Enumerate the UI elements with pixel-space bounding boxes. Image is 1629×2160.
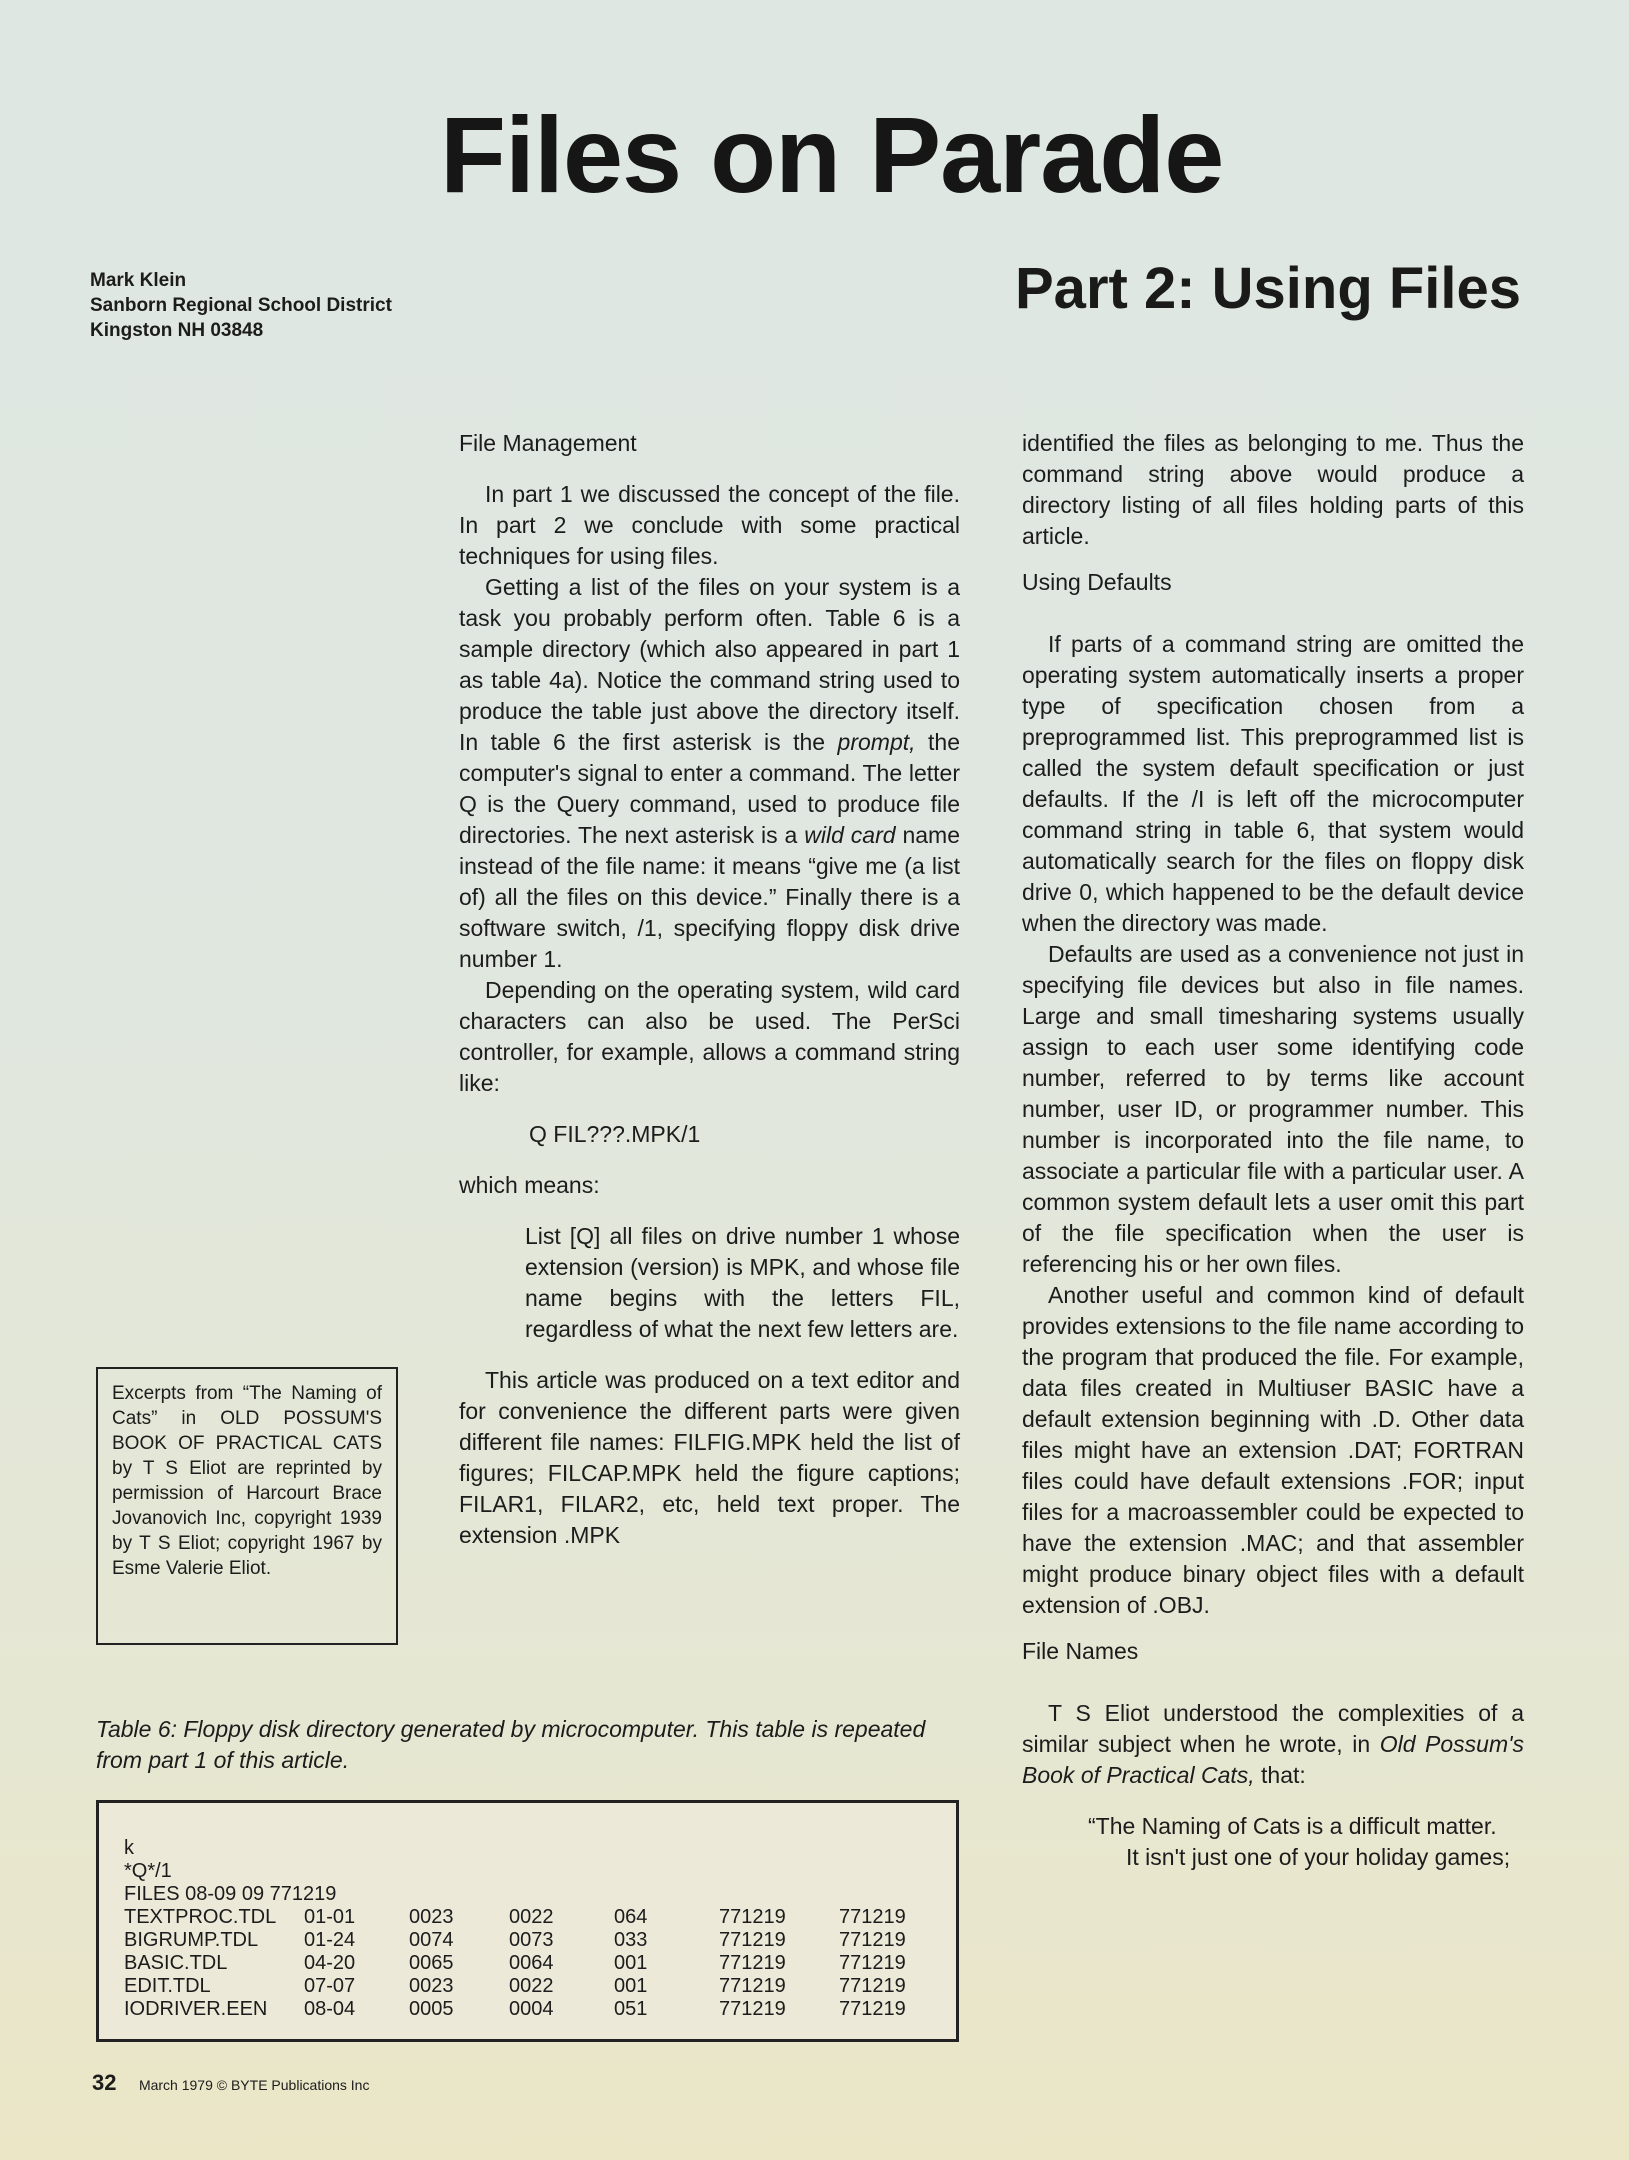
column-middle (459, 428, 960, 1551)
emphasis: wild card (804, 822, 896, 848)
author-block (90, 268, 392, 343)
paragraph: This article was produced on a text editor and for convenience the different parts were given different file names: FILFIG.MPK held the list of figures; FILCAP.MPK held the figure captions; FILAR1, FILAR2, etc, held text proper. The extension .MPK (459, 1367, 960, 1548)
column-right (1022, 428, 1524, 1873)
table-cell: 771219 (719, 1975, 786, 1997)
table-cell: 0004 (509, 1998, 554, 2020)
table-cell: 0064 (509, 1952, 554, 1974)
emphasis: Old Possum's Book of Practical Cats, (1022, 1731, 1524, 1788)
table-cell: 0023 (409, 1906, 454, 1928)
paragraph: Depending on the operating system, wild card characters can also be used. The PerSci controller, for example, allows a command string like: (459, 977, 960, 1096)
article-subtitle: Part 2: Using Files (1015, 256, 1522, 321)
author-address: Kingston NH 03848 (90, 320, 264, 341)
table-cell: 01-01 (304, 1906, 356, 1928)
paragraph: If parts of a command string are omitted the operating system automatically inserts a proper type of specification chosen from a preprogrammed list. This preprogrammed list is called the system default specification or just defaults. If the /I is left off the microcomputer command string in table 6, that system would automatically search for the files on floppy disk drive 0, which happened to be the default device when the directory was made. (1022, 631, 1524, 936)
paragraph (1022, 1698, 1524, 1791)
table-cell: 771219 (839, 1975, 906, 1997)
table-cell: 001 (614, 1975, 648, 1997)
text: the computer's signal to enter a command. The letter Q is the Query command, used to produce file directories. The next asterisk is a (459, 729, 960, 848)
table-cell: 051 (614, 1998, 648, 2020)
footer-credit: March 1979 © BYTE Publications Inc (138, 2077, 370, 2093)
block-quote: List [Q] all files on drive number 1 whose extension (version) is MPK, and whose file name begins with the letters FIL, regardless of what the next few letters are. (525, 1223, 960, 1342)
table-cell: 0023 (409, 1975, 454, 1997)
author-org: Sanborn Regional School District (90, 295, 392, 316)
permission-note-box: Excerpts from “The Naming of Cats” in OLD POSSUM'S BOOK OF PRACTICAL CATS by T S Eliot are reprinted by permission of Harcourt Brace Jovanovich Inc, copyright 1939 by T S Eliot; copyright 1967 by Esme Valerie Eliot. (96, 1367, 398, 1645)
table-cell: 0005 (409, 1998, 454, 2020)
table-cell: 771219 (839, 1998, 906, 2020)
table-caption: Table 6: Floppy disk directory generated by microcomputer. This table is repeated from part 1 of this article. (96, 1716, 926, 1773)
text: T S Eliot understood the complexities of a similar subject when he wrote, in (1022, 1700, 1524, 1757)
paragraph: which means: (459, 1172, 600, 1198)
directory-header-line: FILES 08-09 09 771219 (124, 1883, 337, 1905)
section-heading: Using Defaults (1022, 569, 1172, 595)
table-cell: 771219 (839, 1929, 906, 1951)
section-heading: File Names (1022, 1638, 1139, 1664)
table-cell: 0073 (509, 1929, 554, 1951)
paragraph: Another useful and common kind of default provides extensions to the file name according to the program that produced the file. For example, data files created in Multiuser BASIC have a default extension beginning with .D. Other data files might have an extension .DAT; FORTRAN files could have default extensions .FOR; input files for a macroassembler could be expected to have the extension .MAC; and that assembler might produce binary object files with a default extension of .OBJ. (1022, 1282, 1524, 1618)
poem-excerpt (1088, 1811, 1524, 1873)
table-cell: 771219 (719, 1952, 786, 1974)
table-cell: BASIC.TDL (124, 1952, 228, 1974)
paragraph: identified the files as belonging to me. Thus the command string above would produce a directory listing of all files holding parts of this article. (1022, 430, 1524, 549)
emphasis: prompt, (837, 729, 916, 755)
page-footer (92, 2070, 369, 2096)
command-example: Q FIL???.MPK/1 (529, 1121, 701, 1147)
poem-line: It isn't just one of your holiday games; (1126, 1844, 1511, 1870)
table-cell: 0065 (409, 1952, 454, 1974)
text: Getting a list of the files on your system is a task you probably perform often. Table 6 is a sample directory (which also appeared in part 1 as table 4a). Notice the command string used to produce the table just above the directory itself. In table 6 the first asterisk is the (459, 574, 960, 755)
table-cell: 0022 (509, 1906, 554, 1928)
page-number: 32 (92, 2070, 117, 2095)
table-cell: 064 (614, 1906, 648, 1928)
table-cell: 771219 (839, 1952, 906, 1974)
table-cell: 033 (614, 1929, 648, 1951)
table-cell: BIGRUMP.TDL (124, 1929, 259, 1951)
table-cell: 0074 (409, 1929, 454, 1951)
directory-table (96, 1800, 959, 2042)
table-cell: TEXTPROC.TDL (124, 1906, 277, 1928)
table-cell: 08-04 (304, 1998, 356, 2020)
text: name instead of the file name: it means “give me (a list of) all the files on this device.” Finally there is a software switch, /1, specifying floppy disk drive number 1. (459, 822, 960, 972)
table-cell: 01-24 (304, 1929, 356, 1951)
author-name: Mark Klein (90, 270, 187, 291)
table-cell: EDIT.TDL (124, 1975, 211, 1997)
directory-header-line: k (124, 1837, 134, 1859)
poem-line: “The Naming of Cats is a difficult matter. (1088, 1813, 1497, 1839)
directory-header-line: *Q*/1 (124, 1860, 172, 1882)
table-cell: 07-07 (304, 1975, 356, 1997)
article-title: Files on Parade (440, 94, 1224, 215)
paragraph: Defaults are used as a convenience not just in specifying file devices but also in file names. Large and small timesharing systems usually assign to each user some identifying code number, referred to by terms like account number, user ID, or programmer number. This number is incorporated into the file name, to associate a particular file with a particular user. A common system default lets a user omit this part of the file specification when the user is referencing his or her own files. (1022, 941, 1524, 1277)
paragraph (459, 572, 960, 975)
table-cell: 001 (614, 1952, 648, 1974)
table-cell: 04-20 (304, 1952, 356, 1974)
table-cell: IODRIVER.EEN (124, 1998, 268, 2020)
table-cell: 771219 (719, 1998, 786, 2020)
table-cell: 0022 (509, 1975, 554, 1997)
text: that: (1254, 1762, 1306, 1788)
table-cell: 771219 (839, 1906, 906, 1928)
table-cell: 771219 (719, 1906, 786, 1928)
paragraph: In part 1 we discussed the concept of the file. In part 2 we conclude with some practical techniques for using files. (459, 481, 960, 569)
section-heading: File Management (459, 430, 637, 456)
table-cell: 771219 (719, 1929, 786, 1951)
